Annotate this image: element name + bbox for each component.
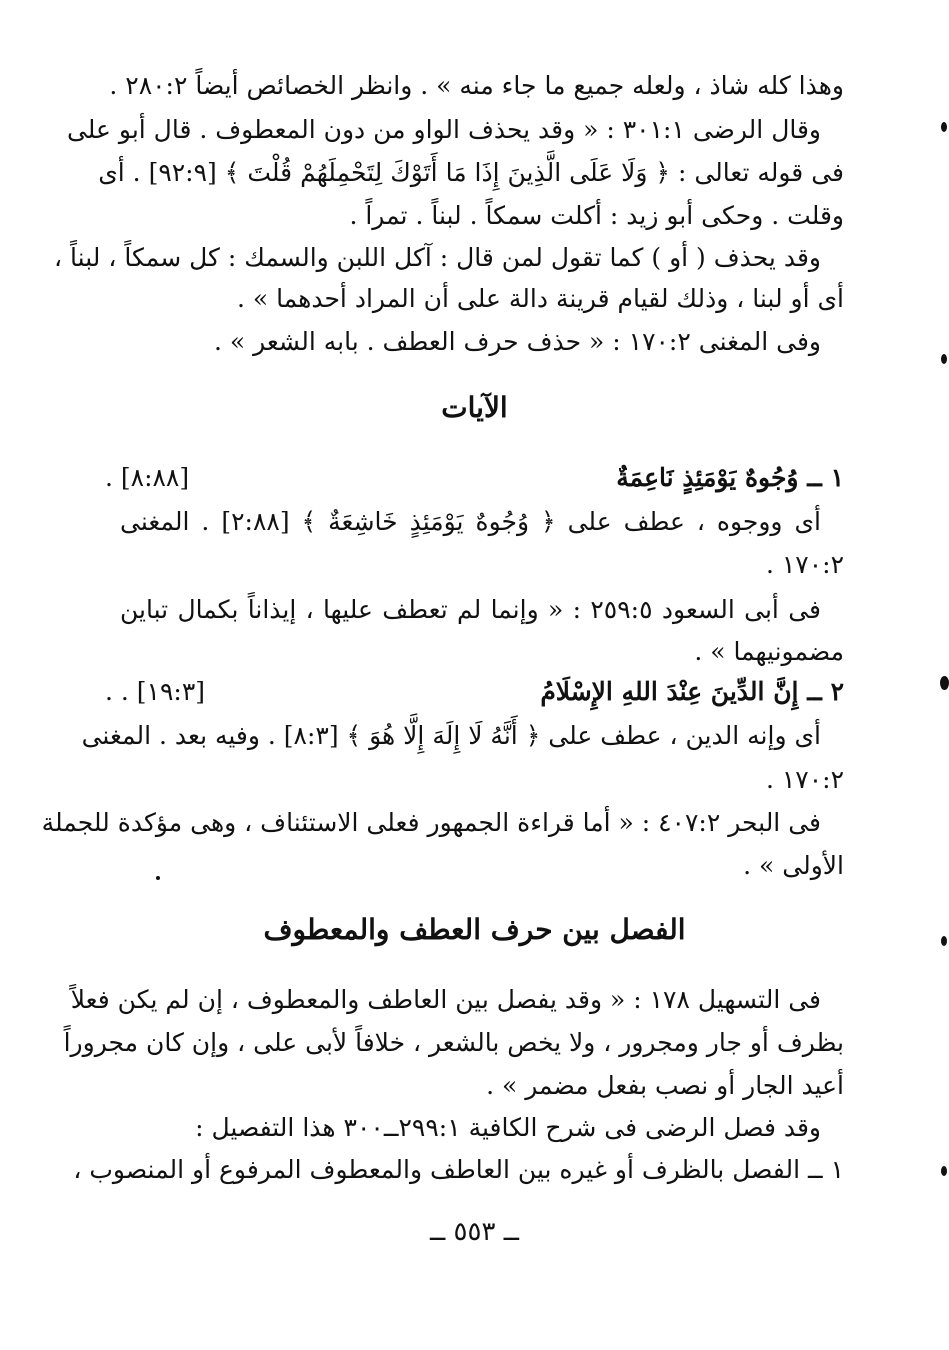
intro-line: أى أو لبنا ، وذلك لقيام قرينة دالة على أن المراد أحدهما » . bbox=[236, 284, 844, 313]
page-number: ــ ٥٥٣ ــ bbox=[430, 1217, 519, 1247]
verse-quote-line: فى أبى السعود ٢٥٩:٥ : « وإنما لم تعطف عليها ، إيذاناً بكمال تباين bbox=[120, 595, 822, 624]
fasl-line: وقد فصل الرضى فى شرح الكافية ٢٩٩:١ــ٣٠٠ هذا التفصيل : bbox=[195, 1113, 821, 1142]
intro-line: وهذا كله شاذ ، ولعله جميع ما جاء منه » . وانظر الخصائص أيضاً ٢٨٠:٢ . bbox=[109, 71, 844, 100]
scan-mark bbox=[941, 122, 947, 132]
verse-reference: [١٩:٣] . . bbox=[105, 677, 206, 706]
fasl-line: ١ ــ الفصل بالظرف أو غيره بين العاطف والمعطوف المرفوع أو المنصوب ، bbox=[73, 1155, 844, 1184]
scan-speck bbox=[156, 876, 160, 880]
fasl-line: بظرف أو جار ومجرور ، ولا يخص بالشعر ، خلافاً لأبى على ، وإن كان مجروراً bbox=[63, 1028, 844, 1057]
fasl-line: أعيد الجار أو نصب بفعل مضمر » . bbox=[486, 1071, 844, 1100]
verse-quote-line: الأولى » . bbox=[743, 851, 844, 880]
intro-line: وقد يحذف ( أو ) كما تقول لمن قال : آكل اللبن والسمك : كل سمكاً ، لبناً ، bbox=[54, 243, 821, 272]
fasl-line: فى التسهيل ١٧٨ : « وقد يفصل بين العاطف والمعطوف ، إن لم يكن فعلاً bbox=[70, 985, 821, 1014]
scan-mark bbox=[941, 354, 947, 364]
verse-quote-line: مضمونيهما » . bbox=[694, 637, 844, 666]
verse-commentary-line: أى وإنه الدين ، عطف على ﴿ أَنَّهُ لَا إِلَهَ إِلَّا هُوَ ﴾ [٨:٣] . وفيه بعد . المغنى bbox=[81, 721, 821, 750]
scan-mark bbox=[941, 1166, 947, 1176]
verse-commentary-line: أى ووجوه ، عطف على ﴿ وُجُوهٌ يَوْمَئِذٍ خَاشِعَةٌ ﴾ [٢:٨٨] . المغنى bbox=[120, 507, 821, 536]
verse-text: ٢ ــ إِنَّ الدِّينَ عِنْدَ اللهِ الإِسْلَامُ bbox=[540, 677, 844, 706]
scan-mark bbox=[940, 676, 949, 690]
verse-row-2 bbox=[105, 672, 844, 712]
verse-commentary-line: ١٧٠:٢ . bbox=[765, 765, 844, 794]
verse-text: ١ ــ وُجُوهٌ يَوْمَئِذٍ نَاعِمَةٌ bbox=[616, 463, 844, 492]
intro-line: وفى المغنى ١٧٠:٢ : « حذف حرف العطف . بابه الشعر » . bbox=[213, 327, 821, 356]
section-heading-ayat: الآيات bbox=[441, 391, 508, 424]
intro-line: وقلت . وحكى أبو زيد : أكلت سمكاً . لبناً . تمراً . bbox=[349, 201, 844, 230]
scan-mark bbox=[941, 936, 947, 946]
intro-line-quran: فى قوله تعالى : ﴿ وَلَا عَلَى الَّذِينَ إِذَا مَا أَتَوْكَ لِتَحْمِلَهُمْ قُلْتَ ﴾ [٩٢:٩] . أى bbox=[98, 158, 844, 187]
intro-line: وقال الرضى ٣٠١:١ : « وقد يحذف الواو من دون المعطوف . قال أبو على bbox=[66, 115, 821, 144]
verse-commentary-line: ١٧٠:٢ . bbox=[765, 550, 844, 579]
section-heading-fasl: الفصل بين حرف العطف والمعطوف bbox=[263, 913, 686, 946]
verse-row-1 bbox=[105, 458, 844, 498]
verse-reference: [٨:٨٨] . bbox=[105, 463, 190, 492]
verse-quote-line: فى البحر ٤٠٧:٢ : « أما قراءة الجمهور فعلى الاستئناف ، وهى مؤكدة للجملة bbox=[41, 808, 821, 837]
